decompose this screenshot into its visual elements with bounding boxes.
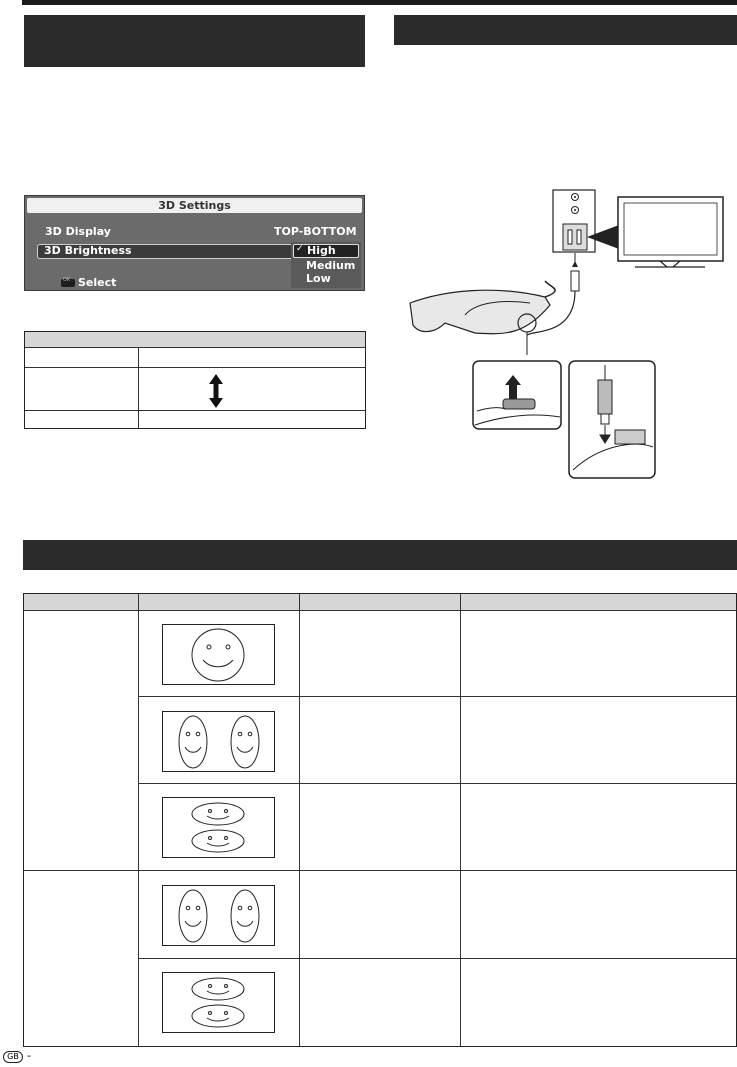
- osd-brightness-dropdown[interactable]: [291, 242, 361, 288]
- osd-3d-display-value: TOP-BOTTOM: [274, 225, 357, 238]
- region-badge: [3, 1051, 23, 1063]
- osd-title: 3D Settings: [27, 198, 362, 213]
- check-icon: ✓: [296, 244, 304, 254]
- glasses-charging-illustration: [405, 185, 725, 480]
- osd-3d-display-label: 3D Display: [45, 225, 111, 238]
- tv-icon: [618, 197, 723, 267]
- osd-option-low[interactable]: Low: [306, 272, 331, 285]
- osd-select-label: Select: [78, 276, 117, 289]
- right-section-header: [394, 15, 737, 45]
- format-table: [23, 593, 737, 1047]
- face-side-by-side-1: [162, 711, 275, 772]
- footer-dash: -: [27, 1049, 31, 1062]
- ok-key-label: OK: [63, 277, 71, 283]
- brightness-table-header: [25, 332, 365, 347]
- full-width-section-header: [23, 540, 737, 570]
- osd-3d-brightness-row[interactable]: [37, 244, 295, 259]
- region-badge-text: GB: [7, 1052, 19, 1061]
- 3d-settings-osd: [24, 195, 365, 291]
- osd-option-medium[interactable]: Medium: [306, 259, 356, 272]
- face-2d: [162, 624, 275, 685]
- face-top-bottom-1: [162, 797, 275, 858]
- terminal-panel: [553, 190, 619, 252]
- ok-key-icon: [61, 279, 75, 287]
- face-side-by-side-2: [162, 885, 275, 946]
- format-table-header: [24, 594, 736, 610]
- 3d-glasses-icon: [410, 281, 555, 334]
- up-down-arrow-icon: [208, 374, 224, 408]
- face-top-bottom-2: [162, 972, 275, 1033]
- top-rule: [22, 0, 737, 5]
- osd-3d-brightness-label: 3D Brightness: [44, 244, 132, 257]
- osd-option-high: High: [307, 244, 336, 257]
- brightness-table: [24, 331, 366, 429]
- osd-option-high-selected[interactable]: [293, 244, 359, 258]
- left-section-header: [24, 15, 365, 67]
